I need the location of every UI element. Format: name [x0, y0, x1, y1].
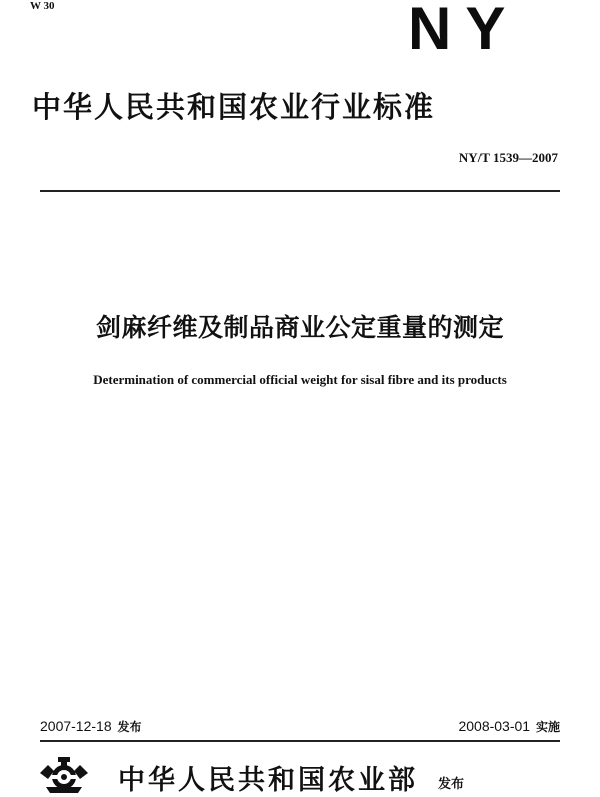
- issuing-label: 发布: [438, 777, 465, 792]
- implement-date-block: [458, 718, 560, 735]
- standard-organization: 中华人民共和国农业行业标准: [32, 90, 436, 124]
- issue-label: 发布: [117, 720, 142, 734]
- ics-code: W 30: [30, 0, 55, 12]
- issue-date: 2007-12-18: [40, 718, 112, 734]
- standard-number: NY/T 1539—2007: [458, 150, 558, 165]
- issuing-authority: 中华人民共和国农业部: [118, 765, 418, 796]
- top-divider: [40, 190, 560, 192]
- bottom-divider: [40, 740, 560, 742]
- document-title-english: Determination of commercial official weight for sisal fibre and its products: [93, 372, 507, 387]
- implement-date: 2008-03-01: [458, 718, 531, 734]
- issue-date-block: [40, 718, 142, 735]
- national-emblem-icon: [34, 757, 94, 793]
- implement-label: 实施: [535, 720, 560, 734]
- ny-logo: NY: [408, 0, 520, 62]
- document-title-chinese: 剑麻纤维及制品商业公定重量的测定: [95, 313, 504, 342]
